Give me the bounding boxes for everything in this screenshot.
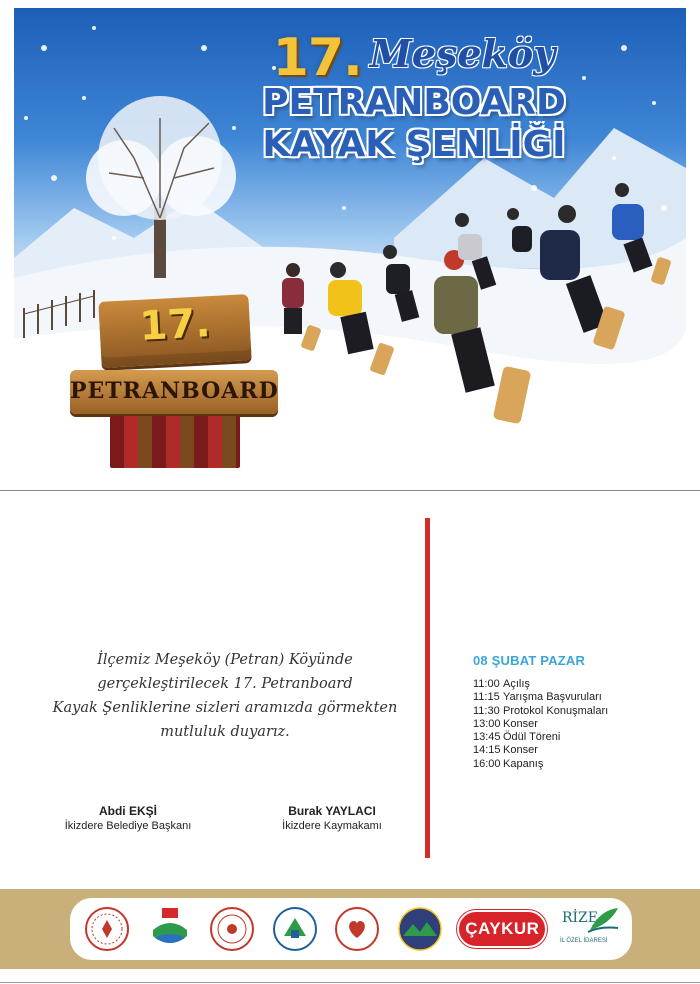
invitation-line: İlçemiz Meşeköy (Petran) Köyünde (97, 652, 353, 668)
caykur-logo: ÇAYKUR (457, 910, 547, 948)
invitation-line: mutluluk duyarız. (160, 724, 290, 740)
signer-mayor (28, 803, 228, 834)
schedule-event: Protokol Konuşmaları (503, 704, 609, 717)
schedule-row (473, 705, 683, 718)
sign-post (110, 416, 240, 468)
schedule-event: Açılış (503, 678, 530, 690)
invitation-line: Kayak Şenliklerine sizleri aramızda görmekten (52, 700, 398, 716)
sponsor-logo-strip (70, 898, 632, 960)
schedule-row (473, 678, 683, 691)
title-main: PETRANBOARD (262, 82, 566, 123)
schedule-event: Kapanış (503, 757, 544, 770)
event-schedule (473, 653, 683, 771)
rize-special-administration-logo (560, 904, 620, 954)
schedule-row (473, 758, 683, 771)
schedule-event: Ödül Töreni (503, 731, 561, 744)
schedule-date: 08 ŞUBAT PAZAR (473, 653, 586, 668)
ikizdere-municipality-logo-icon (395, 904, 445, 954)
leaf-icon (560, 904, 620, 938)
schedule-time: 11:00 (473, 678, 500, 690)
schedule-row (473, 744, 683, 757)
signer-title: İkizdere Belediye Başkanı (64, 820, 192, 832)
schedule-time: 16:00 (473, 757, 501, 770)
schedule-row (473, 718, 683, 731)
event-poster (14, 8, 686, 476)
schedule-row (473, 731, 683, 744)
schedule-event: Konser (503, 717, 538, 730)
fold-divider (0, 490, 700, 491)
signer-name: Burak YAYLACI (288, 804, 376, 818)
poster-title (234, 28, 594, 166)
invitation-text (40, 648, 410, 744)
title-subtitle: KAYAK ŞENLİĞİ (262, 124, 566, 165)
wooden-sign (70, 298, 278, 468)
schedule-time: 14:15 (473, 744, 501, 757)
rize-logo-text: RİZE (561, 910, 598, 926)
schedule-event: Konser (503, 744, 538, 757)
municipality-logo-icon (270, 904, 320, 954)
bottom-border (0, 982, 700, 983)
vertical-red-divider (425, 518, 430, 858)
schedule-time: 13:00 (473, 717, 501, 730)
schedule-time: 11:15 (473, 691, 500, 704)
signer-name: Abdi EKŞİ (98, 804, 157, 818)
signer-governor (232, 803, 432, 834)
culture-ministry-logo-icon (82, 904, 132, 954)
rize-logo-subtitle: İL ÖZEL İDARESİ (559, 938, 608, 944)
governorship-logo-icon (145, 904, 195, 954)
title-number: 17. (272, 28, 362, 88)
red-seal-logo-icon (207, 904, 257, 954)
schedule-row (473, 691, 683, 704)
sign-number: 17. (138, 300, 212, 350)
invitation-line: gerçekleştirilecek 17. Petranboard (97, 676, 353, 692)
schedule-event: Yarışma Başvuruları (503, 691, 602, 704)
sign-name: PETRANBOARD (70, 378, 279, 404)
title-village: Meşeköy (369, 31, 556, 76)
signer-title: İkizdere Kaymakamı (282, 820, 382, 832)
schedule-time: 13:45 (473, 731, 501, 744)
schedule-time: 11:30 (473, 704, 500, 717)
heart-seal-logo-icon (332, 904, 382, 954)
